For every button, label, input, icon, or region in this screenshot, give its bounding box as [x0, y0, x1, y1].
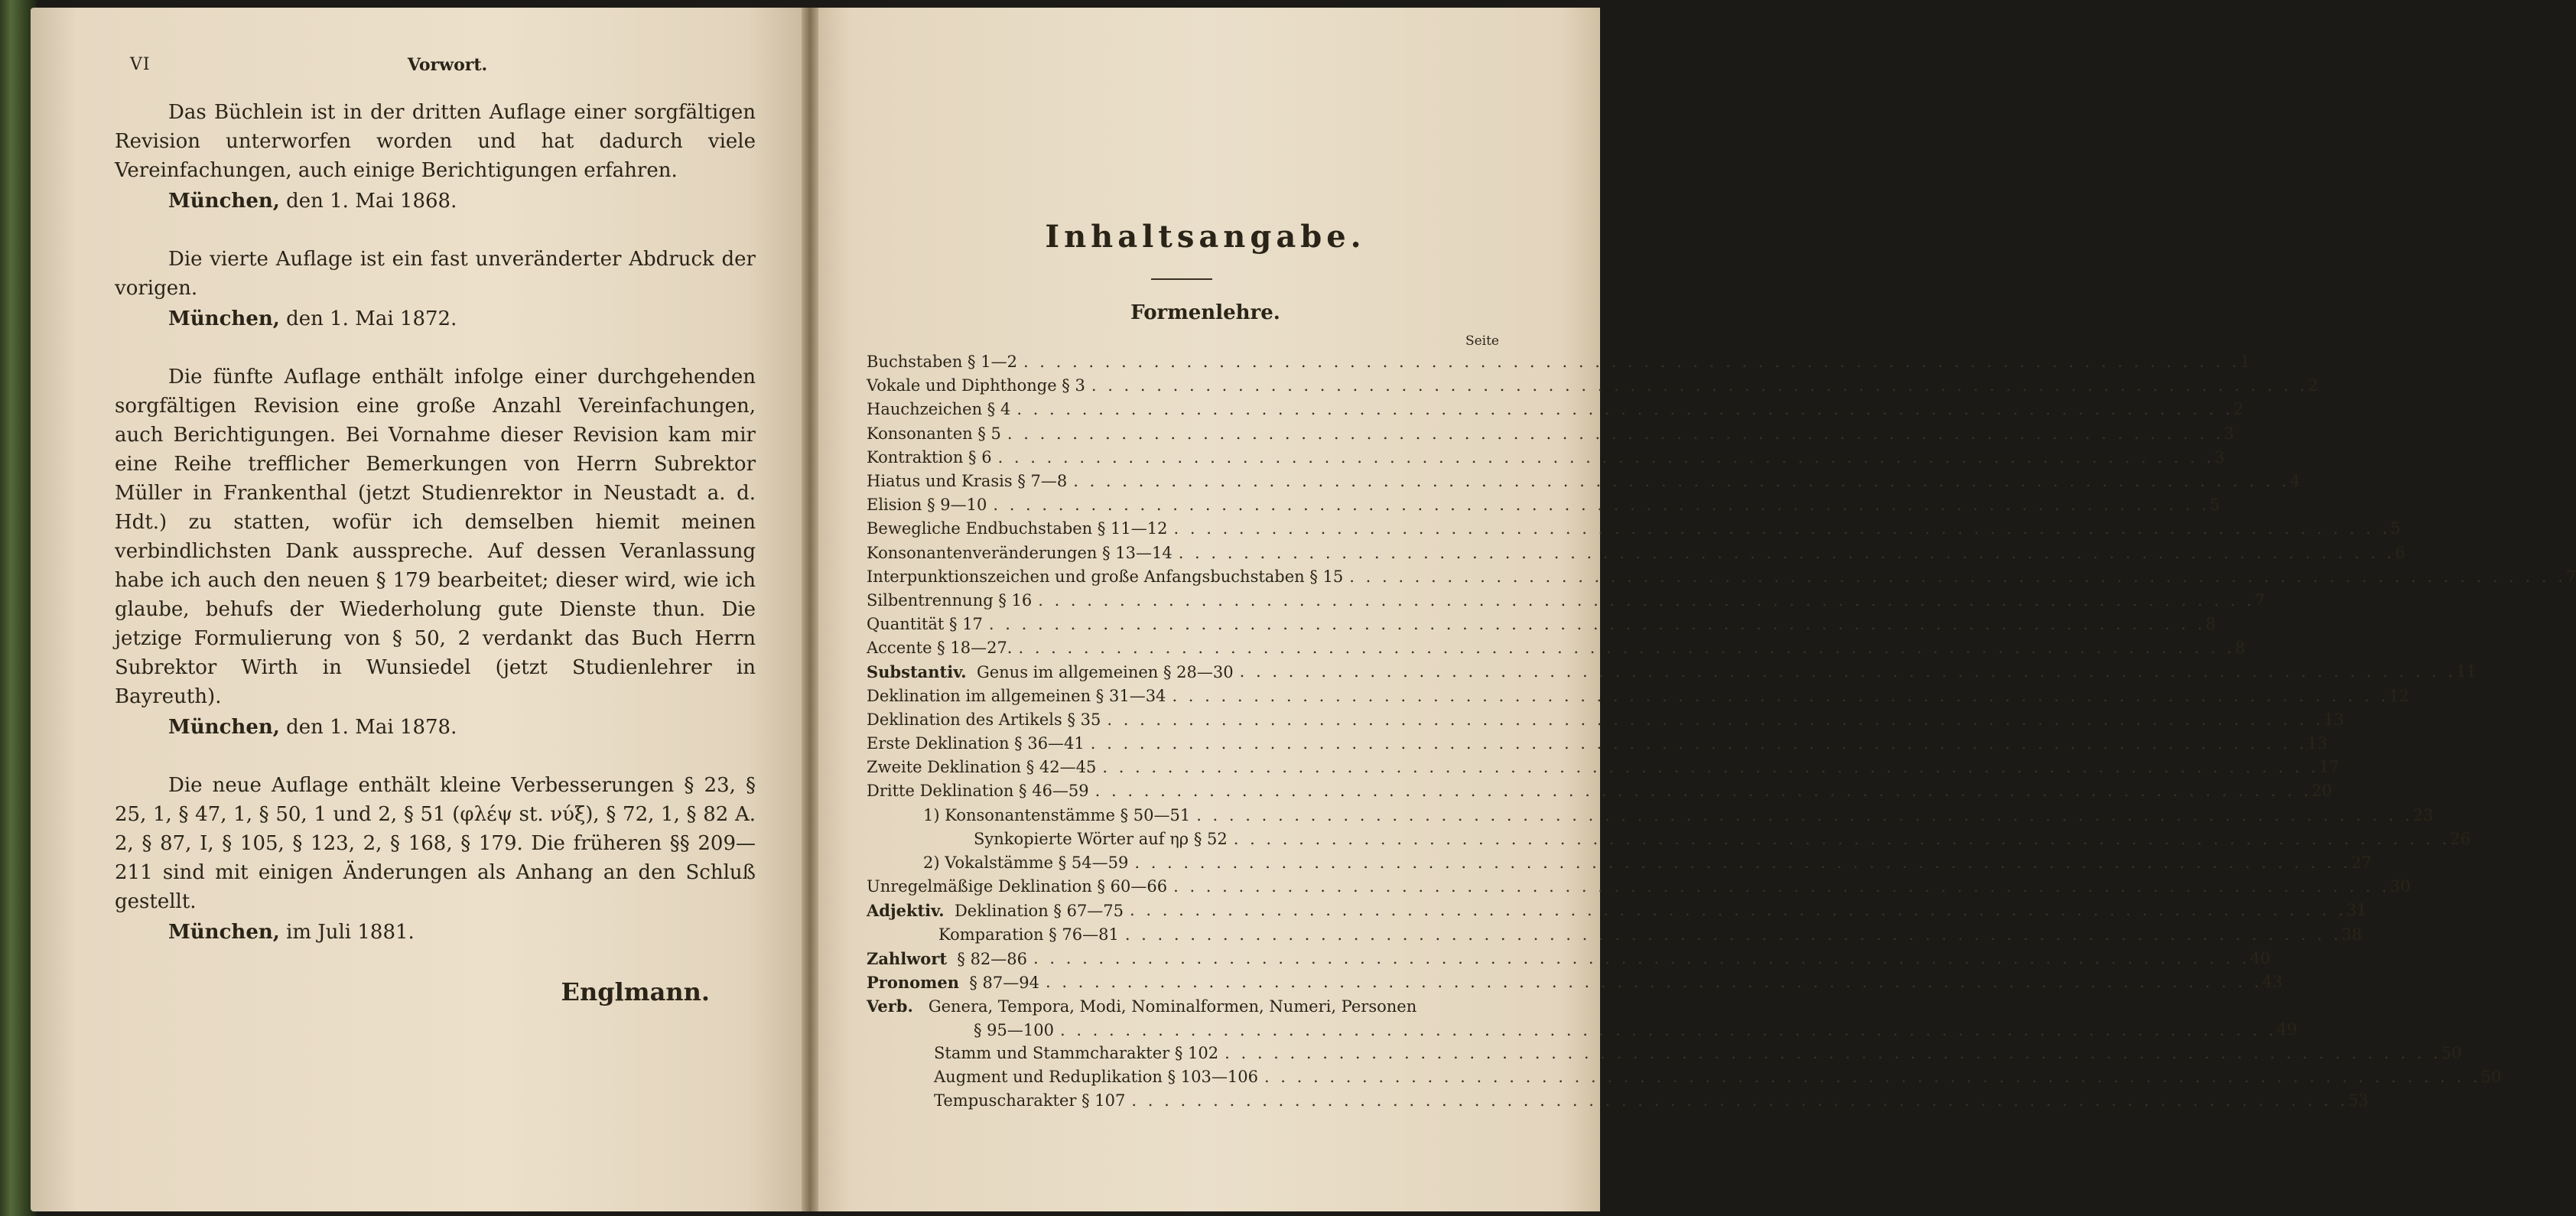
preface-dateline	[168, 918, 756, 947]
toc-entry-heading: Substantiv.	[867, 662, 967, 682]
preface-paragraph: Die vierte Auflage ist ein fast unveränderter Abdruck der vorigen.	[115, 248, 756, 300]
toc-entry	[867, 1042, 2462, 1065]
toc-entry	[867, 470, 2301, 493]
toc-entry-page: 50	[2480, 1068, 2502, 1087]
toc-entry-label: Dritte Deklination § 46—59	[867, 782, 1089, 801]
toc-entry-label: Elision § 9—10	[867, 496, 987, 515]
toc-entry-label: § 87—94	[969, 973, 1039, 992]
toc-entry	[867, 589, 2265, 613]
toc-entry-heading: Zahlwort	[867, 948, 948, 968]
toc-entry-label: Erste Deklination § 36—41	[867, 734, 1085, 753]
toc-entry	[867, 636, 2246, 660]
toc-entry	[867, 493, 2220, 517]
toc-entry	[867, 994, 2298, 1042]
author-signature: Englmann.	[561, 977, 710, 1006]
toc-entry-page: 43	[2262, 972, 2283, 991]
toc-entry-heading: Pronomen	[867, 972, 959, 992]
title-rule	[1151, 278, 1212, 280]
preface-dateline	[168, 187, 756, 216]
toc-entry-label: Deklination im allgemeinen § 31—34	[867, 686, 1166, 705]
toc-entry-label: Synkopierte Wörter auf ηρ § 52	[974, 829, 1228, 848]
toc-entry-label: 2) Vokalstämme § 54—59	[923, 853, 1129, 872]
preface-paragraph: Die neue Auflage enthält kleine Verbesserungen § 23, § 25, 1, § 47, 1, § 50, 1 und 2, § 51 (φλέψ st. νύξ), § 72, 1, § 82 A. 2, § 87, I, § 105, § 123, 2, § 168, § 179. Die früheren §§ 209—211 sind mit einigen Änderungen als Anhang an den Schluß gestellt.	[115, 774, 756, 913]
toc-entry-label: Augment und Reduplikation § 103—106	[934, 1068, 1258, 1087]
toc-entry	[867, 827, 2471, 851]
toc-entry	[867, 971, 2283, 994]
toc-entry	[867, 756, 2340, 779]
toc-entry-page: 1	[2239, 353, 2250, 371]
toc-entry-page: 27	[2350, 853, 2372, 872]
toc-entry-label: Bewegliche Endbuchstaben § 11—12	[867, 519, 1168, 538]
toc-entry-label: Deklination des Artikels § 35	[867, 710, 1101, 729]
toc-entry-page: 11	[2456, 662, 2477, 681]
toc-entry-label: Buchstaben § 1—2	[867, 353, 1017, 371]
toc-entry-label: Vokale und Diphthonge § 3	[867, 376, 1085, 395]
dateline-place: München,	[168, 190, 280, 213]
toc-entry-label: Stamm und Stammcharakter § 102	[934, 1044, 1219, 1063]
toc-entry-page: 30	[2389, 877, 2411, 896]
toc-entry	[867, 947, 2271, 971]
toc-entry	[867, 517, 2401, 541]
toc-entry-page: 23	[2412, 805, 2434, 824]
toc-entry-page: 5	[2209, 496, 2220, 515]
toc-entry	[867, 923, 2363, 947]
toc-entry	[867, 350, 2250, 374]
toc-entry-heading: Verb.	[867, 997, 913, 1016]
toc-entry-label: Accente § 18—27.	[867, 639, 1013, 658]
preface-dateline	[168, 713, 756, 742]
toc-entry-label: Tempuscharakter § 107	[934, 1091, 1126, 1110]
toc-entry-page: 38	[2341, 925, 2363, 944]
toc-entry-label: Genera, Tempora, Modi, Nominalformen, Numeri, Personen	[928, 997, 1417, 1016]
toc-entry-label: Silbentrennung § 16	[867, 590, 1033, 610]
toc-entry-page: 50	[2441, 1044, 2462, 1063]
toc-entry	[867, 708, 2344, 732]
running-head: Vorwort.	[407, 55, 488, 75]
toc-entry-page: 6	[2395, 543, 2405, 562]
dateline-place: München,	[168, 307, 280, 330]
dateline-place: München,	[168, 716, 280, 739]
toc-entry-page: 2	[2308, 376, 2318, 395]
toc-entry-label: Unregelmäßige Deklination § 60—66	[867, 877, 1168, 896]
toc-entry	[867, 875, 2411, 899]
preface-dateline	[168, 304, 756, 333]
toc-entry-page: 17	[2318, 758, 2340, 777]
toc-entry-page: 8	[2205, 615, 2216, 634]
toc-entry	[867, 899, 2367, 922]
preface-body	[115, 98, 756, 1006]
toc-entry-label: Deklination § 67—75	[954, 902, 1124, 921]
toc-entry	[867, 398, 2244, 421]
toc-entry-page: 49	[2276, 1020, 2298, 1039]
toc-entry-label: Hauchzeichen § 4	[867, 400, 1011, 419]
toc-entry	[867, 779, 2333, 803]
preface-paragraph: Das Büchlein ist in der dritten Auflage einer sorgfältigen Revision unterworfen worden und hat dadurch viele Vereinfachungen, auch einige Berichtigungen erfahren.	[115, 101, 756, 182]
toc-entry-page: 12	[2389, 686, 2409, 705]
dateline-date: den 1. Mai 1872.	[286, 307, 457, 330]
toc-entry-page: 53	[2348, 1091, 2369, 1110]
toc-entry-page: 7	[2565, 567, 2576, 586]
toc-entry-page: 26	[2450, 829, 2471, 848]
toc-entry-label-continued: § 95—100	[974, 1021, 1054, 1040]
toc-entry-label: Quantität § 17	[867, 615, 983, 634]
toc-entry-page: 7	[2254, 590, 2265, 610]
toc-entry	[867, 446, 2225, 470]
toc-entry-label: Interpunktionszeichen und große Anfangsbuchstaben § 15	[867, 567, 1344, 586]
toc-entry-page: 2	[2233, 400, 2244, 419]
dateline-date: den 1. Mai 1868.	[286, 190, 457, 213]
toc-entry	[867, 1089, 2369, 1113]
toc-entry-page: 31	[2346, 901, 2367, 920]
toc-entry-page: 40	[2249, 948, 2271, 967]
toc-list	[867, 350, 2576, 1114]
toc-entry-label: 1) Konsonantenstämme § 50—51	[923, 805, 1191, 824]
dateline-place: München,	[168, 921, 280, 944]
toc-entry-page: 13	[2324, 710, 2344, 729]
toc-section-title: Formenlehre.	[1130, 301, 1280, 324]
toc-entry	[867, 660, 2477, 684]
toc-entry	[867, 684, 2409, 708]
dateline-date: den 1. Mai 1878.	[286, 716, 457, 739]
toc-entry-label: § 82—86	[957, 949, 1028, 968]
toc-entry	[867, 732, 2328, 756]
toc-entry	[867, 422, 2234, 446]
toc-entry-page: 5	[2390, 519, 2401, 538]
toc-entry	[867, 1065, 2502, 1089]
toc-entry-label: Genus im allgemeinen § 28—30	[976, 663, 1234, 682]
book-gutter	[802, 8, 818, 1211]
preface-paragraph: Die fünfte Auflage enthält infolge einer durchgehenden sorgfältigen Revision eine große Anzahl Vereinfachungen, auch Berichtigungen. Bei Vornahme dieser Revision kam mir eine Reihe trefflicher Bemerkungen von Herrn Subrektor Müller in Frankenthal (jetzt Studienrektor in Neustadt a. d. Hdt.) zu statten, wofür ich demselben hiemit meinen verbindlichsten Dank ausspreche. Auf dessen Veranlassung habe ich auch den neuen § 179 bearbeitet; dieser wird, wie ich glaube, behufs der Wiederholung gute Dienste thun. Die jetzige Formulierung von § 50, 2 verdankt das Buch Herrn Subrektor Wirth in Wunsiedel (jetzt Studienlehrer in Bayreuth).	[115, 366, 756, 708]
page-number: VI	[130, 55, 151, 74]
left-page-header	[130, 55, 765, 86]
toc-entry	[867, 851, 2372, 875]
toc-entry-page: 3	[2214, 447, 2225, 467]
toc-entry	[867, 541, 2405, 565]
toc-entry-page: 20	[2311, 782, 2333, 801]
toc-entry-label: Hiatus und Krasis § 7—8	[867, 471, 1068, 490]
toc-entry-label: Kontraktion § 6	[867, 447, 992, 467]
dateline-date: im Juli 1881.	[286, 921, 415, 944]
toc-entry-page: 3	[2223, 424, 2234, 443]
toc-entry-page: 8	[2235, 639, 2246, 658]
toc-entry-label: Zweite Deklination § 42—45	[867, 758, 1097, 777]
toc-entry-label: Konsonanten § 5	[867, 424, 1001, 443]
toc-entry-label: Komparation § 76—81	[938, 925, 1119, 944]
toc-title: Inhaltsangabe.	[1045, 219, 1366, 255]
toc-entry-page: 13	[2307, 734, 2328, 753]
toc-entry	[867, 804, 2434, 827]
toc-entry	[867, 565, 2576, 589]
toc-entry-page: 4	[2289, 471, 2301, 490]
toc-entry-label: Konsonantenveränderungen § 13—14	[867, 543, 1173, 562]
toc-entry-heading: Adjektiv.	[867, 901, 945, 921]
toc-entry	[867, 613, 2216, 636]
page-column-label: Seite	[1465, 333, 1499, 349]
toc-entry	[867, 374, 2318, 398]
